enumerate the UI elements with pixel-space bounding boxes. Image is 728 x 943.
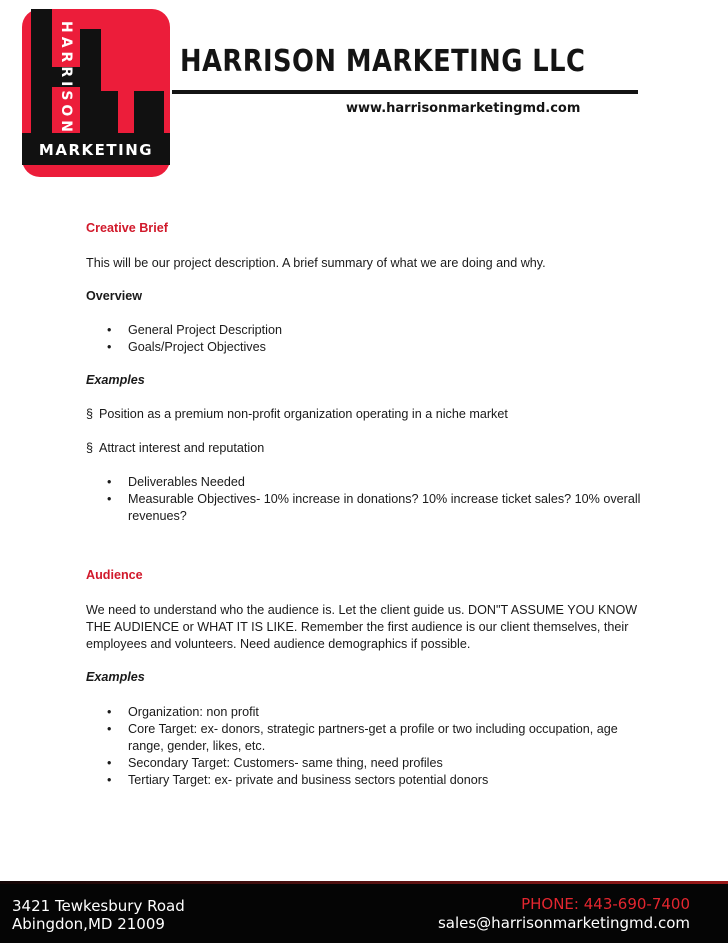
bullet-icon: • — [107, 340, 112, 354]
audience-heading: Audience — [86, 568, 143, 582]
document-body — [86, 220, 656, 789]
section-item: § Attract interest and reputation — [86, 441, 265, 455]
bullet-icon: • — [107, 323, 112, 337]
audience-examples-heading: Examples — [86, 670, 145, 684]
bullet-icon: • — [107, 475, 112, 489]
audience-list — [86, 704, 656, 789]
list-item: • Organization: non profit — [107, 705, 259, 719]
section-item: § Position as a premium non-profit organization operating in a niche market — [86, 407, 508, 421]
bullet-icon: • — [107, 756, 112, 770]
bullet-icon: • — [107, 492, 112, 506]
list-item: • Core Target: ex- donors, strategic partners-get a profile or two including occupation, age range, gender, likes, etc. — [107, 722, 618, 753]
header-divider — [172, 90, 638, 94]
logo-marketing-text: MARKETING — [38, 141, 154, 159]
list-item: • Goals/Project Objectives — [107, 340, 266, 354]
bullet-icon: • — [107, 773, 112, 787]
audience-intro: We need to understand who the audience is. Let the client guide us. DON"T ASSUME YOU KNOW THE AUDIENCE or WHAT IT IS LIKE. Remember the first audience is our client themselves, their employees and volunteers. Need audience demographics if possible. — [86, 603, 638, 651]
bullet-icon: • — [107, 722, 112, 736]
company-name: HARRISON MARKETING LLC — [180, 44, 586, 79]
logo-vertical-text: HARRISON — [58, 21, 74, 137]
creative-brief-intro: This will be our project description. A brief summary of what we are doing and why. — [86, 256, 546, 270]
address-line-1: 3421 Tewkesbury Road — [12, 897, 185, 915]
creative-brief-heading: Creative Brief — [86, 221, 168, 235]
section-mark-icon: § — [86, 441, 94, 455]
email-address[interactable]: sales@harrisonmarketingmd.com — [437, 914, 690, 932]
deliverables-list — [86, 474, 656, 525]
overview-heading: Overview — [86, 289, 143, 303]
examples-heading: Examples — [86, 373, 145, 387]
website-url: www.harrisonmarketingmd.com — [346, 101, 581, 116]
list-item: • Deliverables Needed — [107, 475, 245, 489]
list-item: • General Project Description — [107, 323, 282, 337]
bullet-icon: • — [107, 705, 112, 719]
address-line-2: Abingdon,MD 21009 — [12, 915, 165, 933]
list-item: • Secondary Target: Customers- same thing, need profiles — [107, 756, 443, 770]
list-item: • Measurable Objectives- 10% increase in donations? 10% increase ticket sales? 10% overall revenues? — [107, 492, 641, 523]
section-mark-icon: § — [86, 407, 94, 421]
phone-number: PHONE: 443-690-7400 — [521, 895, 690, 913]
harrison-marketing-logo — [22, 9, 170, 177]
overview-list — [86, 322, 656, 356]
list-item: • Tertiary Target: ex- private and business sectors potential donors — [107, 773, 489, 787]
footer-accent-line — [0, 881, 728, 884]
